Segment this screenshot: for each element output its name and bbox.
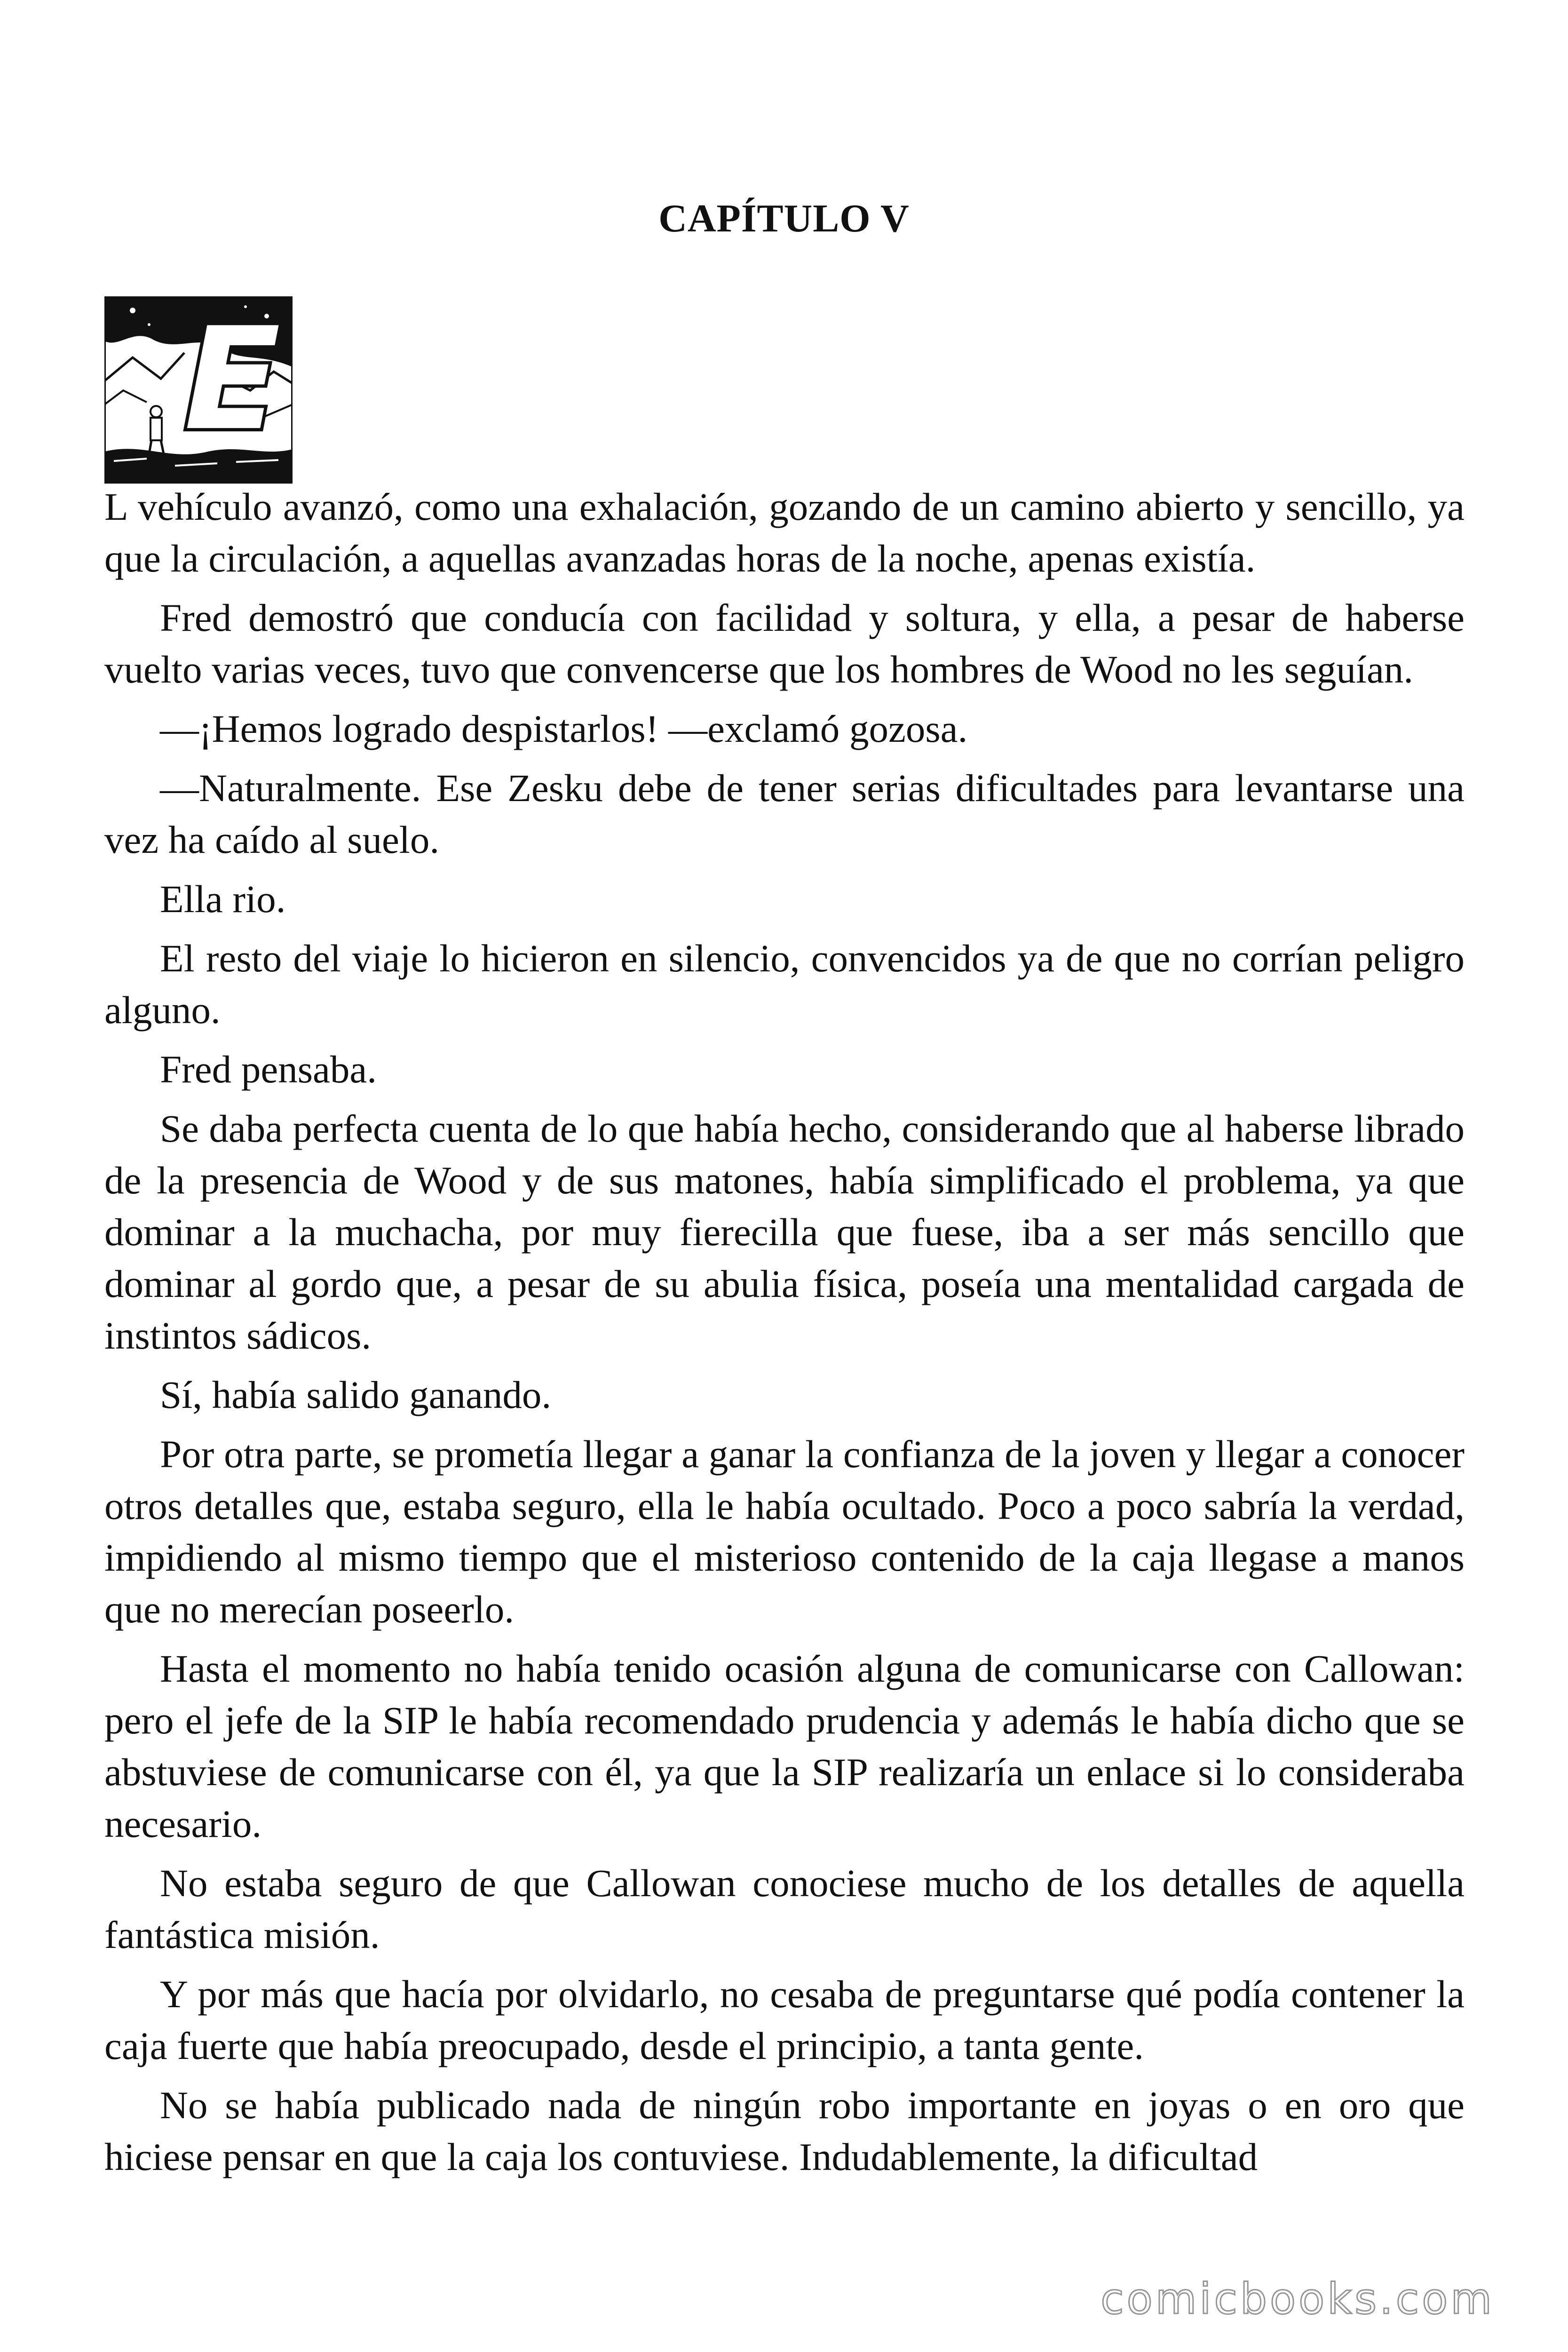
paragraph: El resto del viaje lo hicieron en silencio, convencidos ya de que no corrían peligro alguno.: [104, 937, 1465, 1032]
dialogue-line: —Naturalmente. Ese Zesku debe de tener serias dificultades para levantarse una vez ha caído al suelo.: [104, 766, 1465, 861]
drop-cap-letter: E: [184, 297, 281, 461]
paragraph: Sí, había salido ganando.: [160, 1373, 552, 1416]
paragraph: No estaba seguro de que Callowan conociese mucho de los detalles de aquella fantástica misión.: [104, 1861, 1465, 1956]
drop-cap-art: [104, 296, 293, 484]
dialogue-line: —¡Hemos logrado despistarlos! —exclamó gozosa.: [160, 707, 968, 750]
paragraph: Fred pensaba.: [160, 1048, 377, 1091]
watermark: comicbooks.com: [1101, 2274, 1495, 2324]
paragraph: Por otra parte, se prometía llegar a ganar la confianza de la joven y llegar a conocer otros detalles que, estaba seguro, ella le había ocultado. Poco a poco sabría la verdad, impidiendo al mismo tiempo que el misterioso contenido de la caja llegase a manos que no merecían poseerlo.: [104, 1432, 1465, 1631]
paragraph: Se daba perfecta cuenta de lo que había hecho, considerando que al haberse librado de la presencia de Wood y de sus matones, había simplificado el problema, ya que dominar a la muchacha, por muy fierecilla que fuese, iba a ser más sencillo que dominar al gordo que, a pesar de su abulia física, poseía una mentalidad cargada de instintos sádicos.: [104, 1107, 1465, 1357]
paragraph: No se había publicado nada de ningún robo importante en joyas o en oro que hiciese pensar en que la caja los contuviese. Indudablemente, la dificultad: [104, 2083, 1465, 2178]
paragraph: Fred demostró que conducía con facilidad y soltura, y ella, a pesar de haberse vuelto varias veces, tuvo que convencerse que los hombres de Wood no les seguían.: [104, 596, 1465, 691]
paragraph: Y por más que hacía por olvidarlo, no cesaba de preguntarse qué podía contener la caja fuerte que había preocupado, desde el principio, a tanta gente.: [104, 1972, 1465, 2067]
drop-cap-illustration: [104, 296, 293, 484]
chapter-body: [104, 481, 1465, 2190]
paragraph: Hasta el momento no había tenido ocasión alguna de comunicarse con Callowan: pero el jefe de la SIP le había recomendado prudencia y además le había dicho que se abstuviese de comunicarse con él, ya que la SIP realizaría un enlace si lo consideraba necesario.: [104, 1647, 1465, 1845]
chapter-title: CAPÍTULO V: [658, 197, 910, 240]
paragraph: Ella rio.: [160, 877, 286, 921]
paragraph: L vehículo avanzó, como una exhalación, gozando de un camino abierto y sencillo, ya que la circulación, a aquellas avanzadas horas de la noche, apenas existía.: [104, 485, 1465, 580]
